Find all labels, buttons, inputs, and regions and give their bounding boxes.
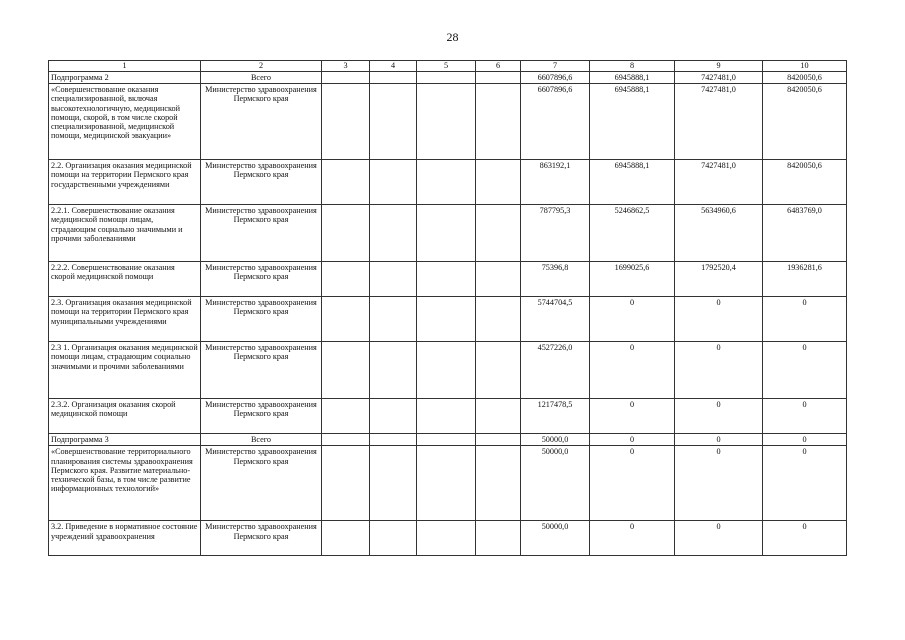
amount-cell: 0 bbox=[763, 446, 847, 521]
column-header: 10 bbox=[763, 61, 847, 72]
empty-cell bbox=[370, 434, 417, 446]
amount-cell: 0 bbox=[590, 434, 675, 446]
amount-cell: 0 bbox=[763, 399, 847, 434]
executor-cell: Министерство здравоохранения Пермского края bbox=[201, 446, 322, 521]
amount-cell: 6607896,6 bbox=[521, 72, 590, 84]
column-header: 4 bbox=[370, 61, 417, 72]
amount-cell: 6607896,6 bbox=[521, 84, 590, 160]
amount-cell: 7427481,0 bbox=[675, 160, 763, 205]
amount-cell: 1699025,6 bbox=[590, 262, 675, 297]
empty-cell bbox=[417, 84, 476, 160]
amount-cell: 0 bbox=[590, 297, 675, 342]
empty-cell bbox=[417, 262, 476, 297]
executor-cell: Всего bbox=[201, 434, 322, 446]
table-row bbox=[49, 434, 847, 446]
empty-cell bbox=[417, 521, 476, 556]
table-row bbox=[49, 160, 847, 205]
column-header: 9 bbox=[675, 61, 763, 72]
empty-cell bbox=[476, 434, 521, 446]
empty-cell bbox=[476, 84, 521, 160]
table-row bbox=[49, 84, 847, 160]
executor-cell: Министерство здравоохранения Пермского края bbox=[201, 521, 322, 556]
column-header: 1 bbox=[49, 61, 201, 72]
amount-cell: 8420050,6 bbox=[763, 84, 847, 160]
amount-cell: 863192,1 bbox=[521, 160, 590, 205]
empty-cell bbox=[322, 446, 370, 521]
amount-cell: 0 bbox=[763, 434, 847, 446]
empty-cell bbox=[322, 160, 370, 205]
empty-cell bbox=[476, 72, 521, 84]
column-header: 6 bbox=[476, 61, 521, 72]
row-label-cell: 2.3 1. Организация оказания медицинской помощи лицам, страдающим социально значимыми и прочими заболеваниями bbox=[49, 342, 201, 399]
column-header: 5 bbox=[417, 61, 476, 72]
amount-cell: 0 bbox=[675, 446, 763, 521]
amount-cell: 787795,3 bbox=[521, 205, 590, 262]
row-label-cell: Подпрограмма 2 bbox=[49, 72, 201, 84]
amount-cell: 8420050,6 bbox=[763, 160, 847, 205]
column-header: 7 bbox=[521, 61, 590, 72]
empty-cell bbox=[370, 84, 417, 160]
budget-table bbox=[48, 60, 847, 556]
empty-cell bbox=[417, 297, 476, 342]
empty-cell bbox=[417, 434, 476, 446]
amount-cell: 5744704,5 bbox=[521, 297, 590, 342]
table-row bbox=[49, 72, 847, 84]
amount-cell: 0 bbox=[763, 297, 847, 342]
amount-cell: 6945888,1 bbox=[590, 72, 675, 84]
empty-cell bbox=[322, 434, 370, 446]
amount-cell: 0 bbox=[763, 342, 847, 399]
amount-cell: 6483769,0 bbox=[763, 205, 847, 262]
empty-cell bbox=[476, 297, 521, 342]
empty-cell bbox=[370, 342, 417, 399]
table-row bbox=[49, 205, 847, 262]
executor-cell: Министерство здравоохранения Пермского края bbox=[201, 297, 322, 342]
amount-cell: 1792520,4 bbox=[675, 262, 763, 297]
empty-cell bbox=[417, 72, 476, 84]
amount-cell: 0 bbox=[590, 446, 675, 521]
empty-cell bbox=[476, 446, 521, 521]
row-label-cell: 2.2.2. Совершенствование оказания скорой медицинской помощи bbox=[49, 262, 201, 297]
empty-cell bbox=[322, 399, 370, 434]
amount-cell: 6945888,1 bbox=[590, 84, 675, 160]
empty-cell bbox=[417, 342, 476, 399]
amount-cell: 50000,0 bbox=[521, 521, 590, 556]
empty-cell bbox=[476, 160, 521, 205]
row-label-cell: «Совершенствование территориального планирования системы здравоохранения Пермского края. Развитие материально-технической базы, в том числе развитие информационных технологий» bbox=[49, 446, 201, 521]
amount-cell: 6945888,1 bbox=[590, 160, 675, 205]
empty-cell bbox=[476, 262, 521, 297]
empty-cell bbox=[417, 205, 476, 262]
amount-cell: 75396,8 bbox=[521, 262, 590, 297]
empty-cell bbox=[322, 262, 370, 297]
amount-cell: 0 bbox=[590, 342, 675, 399]
amount-cell: 1936281,6 bbox=[763, 262, 847, 297]
table-row bbox=[49, 446, 847, 521]
amount-cell: 0 bbox=[675, 399, 763, 434]
row-label-cell: «Совершенствование оказания специализированной, включая высокотехнологичную, медицинской помощи, скорой, в том числе скорой специализированной, медицинской помощи, медицинской эвакуации» bbox=[49, 84, 201, 160]
empty-cell bbox=[476, 399, 521, 434]
executor-cell: Министерство здравоохранения Пермского края bbox=[201, 160, 322, 205]
amount-cell: 0 bbox=[675, 297, 763, 342]
amount-cell: 4527226,0 bbox=[521, 342, 590, 399]
empty-cell bbox=[370, 205, 417, 262]
empty-cell bbox=[370, 521, 417, 556]
column-header: 3 bbox=[322, 61, 370, 72]
row-label-cell: 3.2. Приведение в нормативное состояние учреждений здравоохранения bbox=[49, 521, 201, 556]
table-row bbox=[49, 521, 847, 556]
executor-cell: Министерство здравоохранения Пермского края bbox=[201, 342, 322, 399]
row-label-cell: Подпрограмма 3 bbox=[49, 434, 201, 446]
amount-cell: 0 bbox=[675, 521, 763, 556]
amount-cell: 0 bbox=[590, 399, 675, 434]
table-header-row bbox=[49, 61, 847, 72]
page-number: 28 bbox=[446, 30, 459, 44]
amount-cell: 50000,0 bbox=[521, 446, 590, 521]
table-row bbox=[49, 297, 847, 342]
amount-cell: 0 bbox=[763, 521, 847, 556]
empty-cell bbox=[370, 160, 417, 205]
empty-cell bbox=[370, 72, 417, 84]
empty-cell bbox=[322, 297, 370, 342]
empty-cell bbox=[322, 521, 370, 556]
empty-cell bbox=[417, 446, 476, 521]
empty-cell bbox=[417, 160, 476, 205]
amount-cell: 5634960,6 bbox=[675, 205, 763, 262]
amount-cell: 50000,0 bbox=[521, 434, 590, 446]
row-label-cell: 2.2. Организация оказания медицинской помощи на территории Пермского края государственными учреждениями bbox=[49, 160, 201, 205]
executor-cell: Министерство здравоохранения Пермского края bbox=[201, 84, 322, 160]
executor-cell: Министерство здравоохранения Пермского края bbox=[201, 205, 322, 262]
empty-cell bbox=[322, 84, 370, 160]
row-label-cell: 2.3.2. Организация оказания скорой медицинской помощи bbox=[49, 399, 201, 434]
empty-cell bbox=[322, 72, 370, 84]
row-label-cell: 2.2.1. Совершенствование оказания медицинской помощи лицам, страдающим социально значимыми и прочими заболеваниями bbox=[49, 205, 201, 262]
amount-cell: 5246862,5 bbox=[590, 205, 675, 262]
amount-cell: 7427481,0 bbox=[675, 72, 763, 84]
table-row bbox=[49, 262, 847, 297]
empty-cell bbox=[370, 297, 417, 342]
table-row bbox=[49, 342, 847, 399]
amount-cell: 0 bbox=[590, 521, 675, 556]
empty-cell bbox=[476, 521, 521, 556]
table-row bbox=[49, 399, 847, 434]
empty-cell bbox=[417, 399, 476, 434]
amount-cell: 0 bbox=[675, 342, 763, 399]
empty-cell bbox=[476, 342, 521, 399]
amount-cell: 8420050,6 bbox=[763, 72, 847, 84]
empty-cell bbox=[370, 446, 417, 521]
amount-cell: 7427481,0 bbox=[675, 84, 763, 160]
row-label-cell: 2.3. Организация оказания медицинской помощи на территории Пермского края муниципальными учреждениями bbox=[49, 297, 201, 342]
amount-cell: 0 bbox=[675, 434, 763, 446]
empty-cell bbox=[370, 262, 417, 297]
column-header: 8 bbox=[590, 61, 675, 72]
executor-cell: Всего bbox=[201, 72, 322, 84]
column-header: 2 bbox=[201, 61, 322, 72]
empty-cell bbox=[476, 205, 521, 262]
executor-cell: Министерство здравоохранения Пермского края bbox=[201, 399, 322, 434]
empty-cell bbox=[322, 205, 370, 262]
empty-cell bbox=[370, 399, 417, 434]
empty-cell bbox=[322, 342, 370, 399]
amount-cell: 1217478,5 bbox=[521, 399, 590, 434]
executor-cell: Министерство здравоохранения Пермского края bbox=[201, 262, 322, 297]
